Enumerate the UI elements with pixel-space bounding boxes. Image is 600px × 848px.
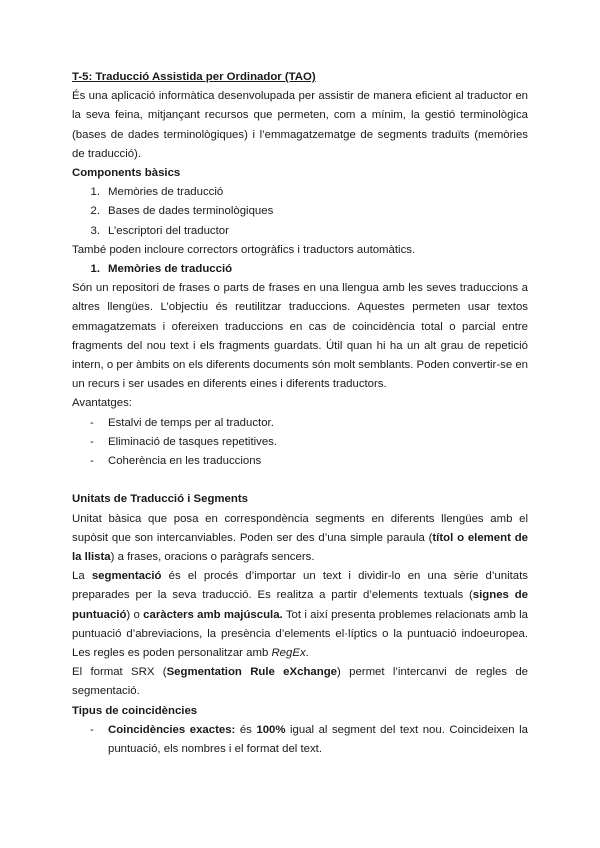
list-number: 1. <box>90 186 100 199</box>
text-run: El format SRX ( <box>72 666 167 679</box>
text-run: ) permet l’intercanvi de regles de segmentació. <box>72 666 528 698</box>
memories-paragraph: Són un repositori de frases o parts de frases en una llengua amb les seves traduccions a altres llengües. L’objectiu és reutilitzar traduccions. Aquestes permeten usar textos emmagatzemats i ofereixen traduccions en cas de coincidència total o parcial entre fragments del nou text i els fragments guardats. Útil quan hi ha un alt grau de repetició intern, o per àmbits on els diferents documents són molt semblants. Poden convertir-se en un recurs i ser usades en diferents eines i diferents traductors. <box>72 282 528 391</box>
list-dash: - <box>90 455 94 468</box>
text-run: és <box>235 723 257 736</box>
document-title: T-5: Traducció Assistida per Ordinador (TAO) <box>72 71 316 83</box>
list-dash: - <box>90 435 94 448</box>
section-heading <box>72 260 528 279</box>
list-number: 3. <box>90 224 100 237</box>
list-text: Bases de dades terminològiques <box>108 205 274 218</box>
list-item <box>72 222 528 241</box>
list-dash: - <box>90 723 94 736</box>
document-content <box>72 68 528 759</box>
bold-run: Coincidències exactes: <box>108 723 236 736</box>
bold-run: caràcters amb majúscula. <box>143 608 283 621</box>
list-item <box>72 183 528 202</box>
blank-line <box>72 471 528 490</box>
list-item <box>72 414 528 433</box>
list-dash: - <box>90 416 94 429</box>
bold-run: Segmentation Rule eXchange <box>166 666 337 679</box>
units-heading: Unitats de Traducció i Segments <box>72 493 248 506</box>
bold-run: segmentació <box>91 570 162 583</box>
list-number: 2. <box>90 205 100 218</box>
srx-paragraph <box>72 663 528 701</box>
list-item <box>72 202 528 221</box>
advantages-label: Avantatges: <box>72 397 132 410</box>
list-text: Coherència en les traduccions <box>108 455 262 468</box>
units-paragraph <box>72 510 528 568</box>
advantages-list <box>72 414 528 472</box>
text-run: ) a frases, oracions o paràgrafs sencers. <box>110 551 315 564</box>
text-run: igual al segment del text nou. Coincideixen la puntuació, els nombres i el format del text. <box>108 723 528 756</box>
text-run: és el procés d’importar un text i dividir-lo en una sèrie d’unitats preparades per la seva traducció. Es realitza a partir d’elements textuals ( <box>72 570 528 602</box>
italic-run: RegEx <box>271 647 306 660</box>
list-text: Memòries de traducció <box>108 186 224 199</box>
match-heading: Tipus de coincidències <box>72 704 198 717</box>
bold-run: signes de puntuació <box>72 589 528 621</box>
list-text <box>108 721 528 759</box>
section-title: Memòries de traducció <box>108 263 233 276</box>
list-item <box>72 721 528 759</box>
text-run: ) o <box>126 608 144 621</box>
text-run: . <box>305 647 309 660</box>
text-run: La <box>72 570 92 583</box>
list-item <box>72 452 528 471</box>
text-run: Unitat bàsica que posa en correspondència segments en diferents llengües amb el supòsit que son intercanviables. Poden ser des d’una simple paraula ( <box>72 512 528 544</box>
text-run: Tot i així presenta problemes relacionats amb la puntuació d’abreviacions, la presència d’elements el·líptics o la puntuació indoeuropea. Les regles es poden personalitzar amb <box>72 608 528 660</box>
bold-run: títol o element de la llista <box>72 531 528 564</box>
bold-run: 100% <box>256 723 286 736</box>
segmentation-paragraph <box>72 567 528 663</box>
match-list <box>72 721 528 759</box>
list-text: Eliminació de tasques repetitives. <box>108 435 278 448</box>
list-item <box>72 433 528 452</box>
also-paragraph: També poden incloure correctors ortogràfics i traductors automàtics. <box>72 243 416 256</box>
intro-paragraph: És una aplicació informàtica desenvolupada per assistir de manera eficient al traductor en la seva feina, mitjançant recursos que permeten, com a mínim, la gestió terminològica (bases de dades terminològiques) i l’emmagatzematge de segments traduïts (memòries de traducció). <box>72 90 528 160</box>
section-number: 1. <box>90 263 100 276</box>
components-list <box>72 183 528 241</box>
components-heading: Components bàsics <box>72 167 181 180</box>
list-text: L’escriptori del traductor <box>108 224 229 237</box>
list-text: Estalvi de temps per al traductor. <box>108 416 274 429</box>
